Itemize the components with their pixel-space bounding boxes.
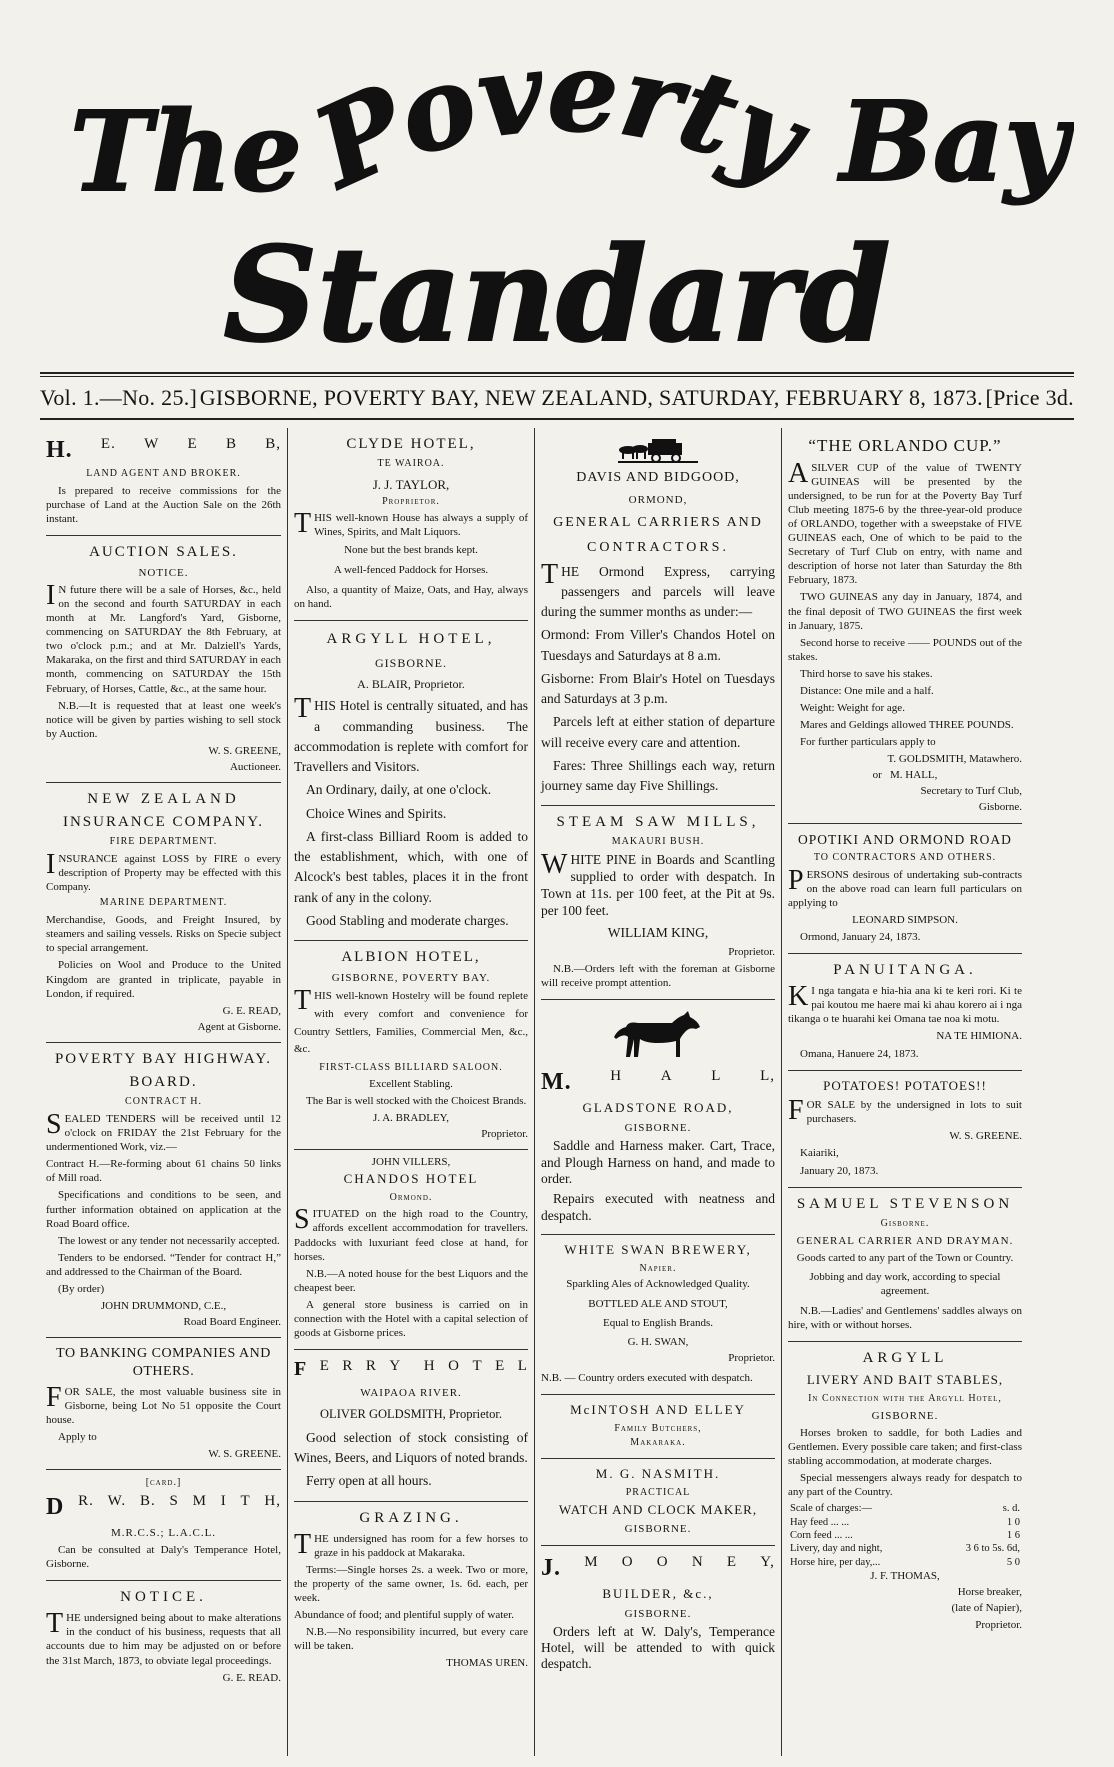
card-letter: R. — [78, 1493, 94, 1510]
ad-panuitanga — [788, 954, 1022, 1071]
rate-price: 3 6 to 5s. 6d, — [965, 1543, 1020, 1555]
volume-number: Vol. 1.—No. 25.] — [40, 385, 198, 410]
nasmith-title: M. G. NASMITH. — [595, 1466, 721, 1482]
argyll-owner: A. BLAIR, Proprietor. — [357, 677, 465, 692]
banking-body: FOR SALE, the most valuable business site in Gisborne, being Lot No 51 opposite the Court house. — [46, 1381, 281, 1427]
potatoes-title: POTATOES! POTATOES!! — [823, 1077, 987, 1093]
webb-name-line — [46, 435, 281, 466]
highway-contract-line: Contract H.—Re-forming about 61 chains 50 links of Mill road. — [46, 1158, 281, 1185]
clyde-place: TE WAIROA. — [377, 458, 445, 470]
davis-place: ORMOND, — [628, 494, 688, 506]
ad-opotiki-road — [788, 824, 1022, 954]
insurance-signer: G. E. READ, — [222, 1004, 281, 1017]
grazing-nb: N.B.—No responsibility incurred, but every care will be taken. — [294, 1626, 528, 1653]
ferry-owner: OLIVER GOLDSMITH, Proprietor. — [320, 1406, 502, 1421]
mooney-trade: BUILDER, &c., — [602, 1585, 714, 1601]
swan-ales: Sparkling Ales of Acknowledged Quality. — [566, 1278, 750, 1291]
clyde-title: CLYDE HOTEL, — [346, 436, 476, 452]
panuitanga-signer: NA TE HIMIONA. — [936, 1030, 1022, 1043]
auction-signer-role: Auctioneer. — [229, 760, 281, 773]
orlando-deposit: TWO GUINEAS any day in January, 1874, and the final deposit of TWO GUINEAS the first week in January, 1875. — [788, 591, 1022, 632]
hall-body: Saddle and Harness maker. Cart, Trace, and Plough Harness on hand, and made to order. — [541, 1137, 775, 1187]
marine-body: Merchandise, Goods, and Freight Insured, by steamers and sailing vessels. Risks on Specie subject to special arrangement. — [46, 914, 281, 955]
argyll-billiard: A first-class Billiard Room is added to the establishment, which, with one of Alcock's best tables, places it in the front rank of any in the colony. — [294, 828, 528, 905]
ad-chandos-hotel — [294, 1150, 528, 1350]
mcintosh-title: McINTOSH AND ELLEY — [570, 1401, 746, 1417]
hall-place: GISBORNE. — [624, 1121, 692, 1134]
mooney-letter: M — [584, 1554, 599, 1571]
card-degrees: M.R.C.S.; L.A.C.L. — [110, 1526, 217, 1539]
swan-place: Napier. — [639, 1262, 677, 1274]
davis-trade-1: GENERAL CARRIERS AND — [553, 514, 763, 530]
davis-parcels: Parcels left at either station of departure will receive every care and attention. — [541, 714, 775, 750]
davis-fares: Fares: Three Shillings each way, return journey same day Five Shillings. — [541, 757, 775, 793]
livery-signer: J. F. THOMAS, — [870, 1570, 940, 1583]
albion-stabling: Excellent Stabling. — [369, 1077, 453, 1090]
insurance-title-1: NEW ZEALAND — [87, 791, 240, 808]
ad-argyll-livery — [788, 1342, 1022, 1640]
mooney-place: GISBORNE. — [624, 1607, 692, 1620]
masthead-bay: Bay — [840, 77, 1069, 206]
rate-item: Livery, day and night, — [790, 1543, 883, 1555]
sawmills-signer-role: Proprietor. — [728, 945, 775, 958]
ad-card — [46, 1470, 281, 1581]
notice-body: THE undersigned being about to make alterations in the conduct of his business, requests that all accounts due to him may be adjusted on or before the 31st March, 1873, to obviate legal proceedings. — [46, 1608, 281, 1667]
stevenson-jobbing: Jobbing and day work, according to special agreement. — [809, 1270, 1001, 1297]
highway-signer-role: Road Board Engineer. — [183, 1316, 281, 1329]
chandos-place: Ormond. — [389, 1191, 433, 1203]
card-label: [card.] — [145, 1477, 182, 1489]
ferry-letter: O — [448, 1358, 460, 1375]
orlando-body: ASILVER CUP of the value of TWENTY GUINEAS will be presented by the undersigned, to be run for at the Poverty Bay Turf Club meeting 1875-6 by the three-year-old produce of ORLANDO, together with a sweepstake of FIVE GUINEAS each, One of which to be paid to the Secretary of Turf Club on entry, with name and description of horse not later than Saturday the 8th February, 1873. — [788, 457, 1022, 587]
ad-stevenson — [788, 1188, 1022, 1342]
marine-head: MARINE DEPARTMENT. — [99, 897, 228, 909]
albion-owner: J. A. BRADLEY, — [373, 1111, 449, 1124]
orlando-signer-2-place: Gisborne. — [978, 801, 1022, 814]
ad-white-swan — [541, 1235, 775, 1395]
highway-tenders: Tenders to be endorsed. “Tender for contract H,” and addressed to the Chairman of the Board. — [46, 1251, 281, 1278]
mooney-initial: J. — [541, 1555, 561, 1582]
swan-signer-role: Proprietor. — [728, 1351, 775, 1364]
mooney-letter: O — [656, 1554, 669, 1571]
ad-grazing — [294, 1502, 528, 1679]
albion-title: ALBION HOTEL, — [341, 949, 481, 966]
hall-initial: M. — [541, 1069, 572, 1096]
webb-body: Is prepared to receive commissions for the purchase of Land at the Auction Sale on the 26th instant. — [46, 484, 281, 525]
opotiki-title: OPOTIKI AND ORMOND ROAD — [798, 831, 1012, 847]
table-row — [788, 1502, 1022, 1515]
rates-head: Scale of charges:— — [790, 1503, 873, 1515]
sawmills-body: WHITE PINE in Boards and Scantling supplied to order with despatch. In Town at 11s. per 100 feet, at the Pit at 9s. per 100 feet. — [541, 849, 775, 918]
banking-apply: Apply to — [58, 1431, 97, 1444]
clyde-also: Also, a quantity of Maize, Oats, and Hay, always on hand. — [294, 583, 528, 610]
columns — [40, 428, 1074, 1756]
auction-body: IN future there will be a sale of Horses, &c., held on the second and fourth SATURDAY in each month at Mr. Langford's Yard, Gisborne, commencing on SATURDAY the 8th February, at two o'clock p.m.; and at Mr. Dalziell's Yards, Makaraka, on the first and third SATURDAY in each month, commencing on SATURDAY the 15th February, of Horses, Cattle, &c., at the same hour. — [46, 580, 281, 695]
highway-lowest: The lowest or any tender not necessarily accepted. — [58, 1234, 280, 1247]
livery-signer-role-2: (late of Napier), — [951, 1602, 1022, 1615]
ferry-letter: E — [319, 1358, 330, 1375]
card-letter: T — [240, 1493, 251, 1510]
auction-signer: W. S. GREENE, — [208, 744, 281, 757]
livery-place: GISBORNE. — [871, 1409, 939, 1422]
opotiki-signer: LEONARD SIMPSON. — [852, 913, 958, 926]
panuitanga-body: KI nga tangata e hia-hia ana ki te keri rori. Ki te pai koutou me haere mai ki ahau korero ai i nga tikanga o te huarahi kei Omana tae noa ki motu. — [788, 981, 1022, 1026]
orlando-signer-2-role: Secretary to Turf Club, — [920, 785, 1022, 798]
card-body: Can be consulted at Daly's Temperance Hotel, Gisborne. — [46, 1543, 281, 1570]
ferry-letter: F — [294, 1358, 308, 1381]
argyll-wines: Choice Wines and Spirits. — [306, 805, 447, 821]
grazing-terms: Terms:—Single horses 2s. a week. Two or more, the property of the same owner, 1s. 6d. each, per week. — [294, 1563, 528, 1604]
davis-ormond: Ormond: From Viller's Chandos Hotel on Tuesdays and Saturdays at 8 a.m. — [541, 627, 775, 663]
highway-specs: Specifications and conditions to be seen, and further information obtained on application at the Road Board office. — [46, 1189, 281, 1230]
policies-body: Policies on Wool and Produce to the United Kingdom are granted in triplicate, payable in London, if required. — [46, 959, 281, 1000]
chandos-owner: JOHN VILLERS, — [371, 1155, 451, 1168]
table-row — [788, 1542, 1022, 1555]
top-rule-thin — [40, 376, 1074, 377]
stevenson-place: Gisborne. — [880, 1217, 930, 1229]
webb-role: LAND AGENT AND BROKER. — [86, 467, 241, 479]
notice-title: NOTICE. — [120, 1589, 207, 1606]
rate-item: Hay feed ... ... — [790, 1516, 850, 1528]
swan-equal: Equal to English Brands. — [603, 1316, 713, 1329]
orlando-signer-2: M. HALL, — [890, 769, 938, 782]
clyde-owner: J. J. TAYLOR, — [372, 476, 450, 492]
ad-saw-mills — [541, 806, 775, 1000]
argyll-stabling: Good Stabling and moderate charges. — [306, 912, 509, 928]
hall-repairs: Repairs executed with neatness and despatch. — [541, 1191, 775, 1224]
orlando-mares: Mares and Geldings allowed THREE POUNDS. — [800, 719, 1014, 732]
auction-title: AUCTION SALES. — [89, 543, 238, 560]
place-date: GISBORNE, POVERTY BAY, NEW ZEALAND, SATURDAY, FEBRUARY 8, 1873. — [199, 385, 983, 410]
livery-signer-role-1: Horse breaker, — [957, 1586, 1022, 1599]
webb-initial: H. — [46, 437, 73, 463]
ferry-letter: R — [342, 1358, 354, 1375]
orlando-title: “THE ORLANDO CUP.” — [808, 436, 1002, 455]
insurance-signer-role: Agent at Gisborne. — [197, 1020, 281, 1033]
nasmith-trade: WATCH AND CLOCK MAKER, — [558, 1501, 758, 1517]
sawmills-title: STEAM SAW MILLS, — [556, 814, 760, 831]
livery-messengers: Special messengers always ready for despatch to any part of the Country. — [788, 1471, 1022, 1499]
opotiki-body: PERSONS desirous of undertaking sub-contracts on the above road can learn full particulars on applying to — [788, 864, 1022, 909]
column-2 — [287, 428, 534, 1756]
coach-icon — [618, 437, 698, 463]
ferry-letter: H — [423, 1358, 436, 1375]
ferry-letter: R — [365, 1358, 377, 1375]
stevenson-trade: GENERAL CARRIER AND DRAYMAN. — [796, 1234, 1014, 1247]
clyde-owner-role: Proprietor. — [382, 495, 440, 507]
card-letter: H, — [264, 1493, 281, 1510]
hall-letter: L — [711, 1068, 722, 1085]
grazing-body: THE undersigned has room for a few horses to graze in his paddock at Makaraka. — [294, 1528, 528, 1560]
orlando-second: Second horse to receive —— POUNDS out of the stakes. — [788, 636, 1022, 663]
chandos-nb: N.B.—A noted house for the best Liquors and the cheapest beer. — [294, 1267, 528, 1294]
highway-title-1: POVERTY BAY HIGHWAY. — [54, 1050, 273, 1067]
orlando-or: or — [872, 769, 882, 782]
ad-davis-bidgood — [541, 428, 775, 806]
card-letter: W. — [107, 1493, 127, 1510]
potatoes-place: Kaiariki, — [800, 1147, 839, 1160]
ad-insurance — [46, 783, 281, 1043]
table-row — [788, 1516, 1022, 1529]
ad-hall-saddler — [541, 1000, 775, 1235]
swan-title: WHITE SWAN BREWERY, — [564, 1242, 752, 1258]
davis-gisborne: Gisborne: From Blair's Hotel on Tuesdays and Saturdays at 3 p.m. — [541, 670, 775, 706]
nasmith-practical: PRACTICAL — [625, 1486, 691, 1498]
orlando-distance: Distance: One mile and a half. — [800, 684, 934, 697]
opotiki-date: Ormond, January 24, 1873. — [800, 930, 921, 943]
panuitanga-title: PANUITANGA. — [833, 962, 977, 978]
ferry-letter: Y — [389, 1358, 402, 1375]
ad-potatoes — [788, 1071, 1022, 1188]
fire-head: FIRE DEPARTMENT. — [109, 836, 218, 848]
ad-auction — [46, 536, 281, 783]
highway-signer: JOHN DRUMMOND, C.E., — [100, 1299, 227, 1312]
masthead-title — [40, 40, 1074, 360]
livery-connection: In Connection with the Argyll Hotel, — [808, 1392, 1002, 1404]
mooney-letter: Y, — [760, 1554, 775, 1571]
ferry-letter: E — [495, 1358, 506, 1375]
sawmills-place: MAKAURI BUSH. — [611, 836, 705, 848]
webb-letter: B, — [265, 436, 281, 452]
ad-mooney-builder — [541, 1546, 775, 1681]
ferry-place: WAIPAOA RIVER. — [360, 1386, 462, 1399]
card-name-line — [46, 1492, 281, 1523]
grazing-abundance: Abundance of food; and plentiful supply of water. — [294, 1609, 514, 1622]
orlando-weight: Weight: Weight for age. — [800, 702, 905, 714]
albion-place: GISBORNE, POVERTY BAY. — [331, 972, 491, 985]
coach-woodcut — [541, 437, 775, 463]
masthead-standard: Standard — [223, 218, 891, 360]
ferry-letter: L — [517, 1358, 528, 1375]
horse-woodcut — [541, 1009, 775, 1063]
dateline-rule — [40, 418, 1074, 420]
potatoes-signer: W. S. GREENE. — [949, 1130, 1022, 1143]
ferry-letter: T — [472, 1358, 483, 1375]
orlando-apply: For further particulars apply to — [800, 736, 936, 749]
ad-webb — [46, 428, 281, 536]
nasmith-place: GISBORNE. — [624, 1523, 692, 1536]
argyll-ordinary: An Ordinary, daily, at one o'clock. — [306, 782, 492, 798]
davis-title: DAVIS AND BIDGOOD, — [576, 470, 740, 485]
rate-price: 1 0 — [1006, 1516, 1020, 1528]
notice-signer: G. E. READ. — [222, 1671, 281, 1684]
orlando-or-line — [788, 768, 1022, 782]
table-row — [788, 1529, 1022, 1542]
ad-mcintosh-elley — [541, 1395, 775, 1459]
swan-nb: N.B. — Country orders executed with despatch. — [541, 1371, 753, 1384]
mooney-letter: N — [691, 1554, 704, 1571]
card-letter: B. — [139, 1493, 156, 1510]
sawmills-signer: WILLIAM KING, — [607, 924, 709, 940]
stevenson-title: SAMUEL STEVENSON — [796, 1195, 1014, 1212]
table-row — [788, 1556, 1022, 1569]
masthead-poverty: Poverty — [296, 40, 821, 213]
ferry-title-line — [294, 1357, 528, 1383]
rate-price: 5 0 — [1006, 1556, 1020, 1568]
insurance-title-2: INSURANCE COMPANY. — [62, 814, 265, 831]
price: [Price 3d. — [985, 385, 1074, 410]
clyde-paddock: A well-fenced Paddock for Horses. — [333, 563, 489, 576]
chandos-body: SITUATED on the high road to the Country, affords excellent accommodation for travellers. Paddocks with luxuriant feed close at hand, for horses. — [294, 1204, 528, 1263]
ad-nasmith — [541, 1459, 775, 1546]
card-letter: I — [220, 1493, 227, 1510]
hall-name-line — [541, 1067, 775, 1098]
opotiki-sub: TO CONTRACTORS AND OTHERS. — [813, 851, 997, 863]
potatoes-date: January 20, 1873. — [800, 1164, 879, 1177]
swan-bottled: BOTTLED ALE AND STOUT, — [588, 1297, 728, 1310]
ad-clyde-hotel — [294, 428, 528, 621]
highway-order: (By order) — [58, 1282, 105, 1295]
ad-highway — [46, 1043, 281, 1338]
webb-letter: E — [187, 436, 198, 452]
rates-units: s. d. — [1002, 1503, 1020, 1515]
mooney-body: Orders left at W. Daly's, Temperance Hotel, will be attended to with quick despatch. — [541, 1623, 775, 1672]
masthead — [40, 40, 1074, 360]
hall-letter: H — [610, 1068, 623, 1085]
hall-letter: A — [660, 1068, 673, 1085]
ad-argyll-hotel — [294, 621, 528, 941]
masthead-the: The — [70, 87, 302, 216]
fire-body: INSURANCE against LOSS by FIRE o every description of Property may be effected with this Company. — [46, 849, 281, 894]
swan-signer: G. H. SWAN, — [627, 1335, 689, 1348]
sawmills-nb: N.B.—Orders left with the foreman at Gisborne will receive prompt attention. — [541, 963, 775, 990]
argyll-title: ARGYLL HOTEL, — [326, 630, 496, 647]
argyll-body: THIS Hotel is centrally situated, and has a commanding business. The accommodation is replete with comfort for Travellers and Visitors. — [294, 693, 528, 775]
card-letter: S — [169, 1493, 179, 1510]
webb-letter: E. — [100, 436, 116, 452]
top-rule — [40, 372, 1074, 374]
banking-title: TO BANKING COMPANIES AND OTHERS. — [56, 1346, 271, 1380]
livery-rates-table — [788, 1502, 1022, 1569]
ad-orlando-cup — [788, 428, 1022, 824]
livery-signer-role-3: Proprietor. — [975, 1618, 1022, 1631]
highway-contract: CONTRACT H. — [125, 1096, 202, 1108]
highway-body: SEALED TENDERS will be received until 12 o'clock on FRIDAY the 21st February for the undermentioned Work, viz.— — [46, 1109, 281, 1154]
hall-letter: L, — [760, 1068, 775, 1085]
stevenson-nb: N.B.—Ladies' and Gentlemens' saddles always on hire, with or without horses. — [788, 1304, 1022, 1331]
stevenson-body: Goods carted to any part of the Town or Country. — [796, 1251, 1014, 1264]
auction-nb: N.B.—It is requested that at least one week's notice will be given by parties wishing to sell stock by Auction. — [46, 699, 281, 740]
card-letter: M — [192, 1493, 207, 1510]
hall-address: GLADSTONE ROAD, — [582, 1099, 734, 1115]
highway-title-2: BOARD. — [129, 1074, 198, 1091]
davis-body: THE Ormond Express, carrying passengers and parcels will leave during the summer months as under:— — [541, 558, 775, 619]
ad-notice-read — [46, 1581, 281, 1693]
banking-signer: W. S. GREENE. — [208, 1448, 281, 1461]
ferry-body: Good selection of stock consisting of Wines, Beers, and Liquors of noted brands. — [294, 1429, 528, 1465]
panuitanga-date: Omana, Hanuere 24, 1873. — [800, 1047, 919, 1060]
grazing-signer: THOMAS UREN. — [446, 1657, 528, 1670]
clyde-body: THIS well-known House has always a supply of Wines, Spirits, and Malt Liquors. — [294, 508, 528, 540]
dateline — [40, 381, 1074, 415]
horse-icon — [608, 1009, 708, 1063]
orlando-signer-1: T. GOLDSMITH, Matawhero. — [887, 753, 1022, 766]
rate-item: Horse hire, per day,... — [790, 1556, 881, 1568]
albion-body: THIS well-known Hostelry will be found replete with every comfort and convenience for Country Settlers, Families, Commercial Men, &c., &c. — [294, 985, 528, 1056]
chandos-store: A general store business is carried on in connection with the Hotel with a capital selection of goods at Gisborne prices. — [294, 1298, 528, 1339]
mooney-letter: O — [621, 1554, 634, 1571]
livery-title-1: ARGYLL — [862, 1350, 948, 1367]
auction-notice: NOTICE. — [138, 566, 189, 579]
albion-bar: The Bar is well stocked with the Choicest Brands. — [306, 1094, 527, 1107]
ad-albion-hotel — [294, 941, 528, 1150]
ferry-hours: Ferry open at all hours. — [306, 1473, 432, 1489]
clyde-brands: None but the best brands kept. — [344, 543, 478, 556]
column-3 — [534, 428, 781, 1756]
mcintosh-place: Makaraka. — [630, 1437, 686, 1449]
rate-item: Corn feed ... ... — [790, 1530, 853, 1541]
ad-banking — [46, 1338, 281, 1470]
ad-ferry-hotel — [294, 1350, 528, 1501]
grazing-title: GRAZING. — [359, 1509, 463, 1526]
albion-saloon: FIRST-CLASS BILLIARD SALOON. — [319, 1061, 503, 1073]
mcintosh-trade: Family Butchers, — [614, 1422, 702, 1434]
column-4 — [781, 428, 1028, 1756]
column-1 — [40, 428, 287, 1756]
orlando-third: Third horse to save his stakes. — [800, 667, 933, 680]
livery-title-2: LIVERY AND BAIT STABLES, — [806, 1372, 1004, 1388]
davis-trade-2: CONTRACTORS. — [587, 539, 729, 555]
livery-body: Horses broken to saddle, for both Ladies and Gentlemen. Every possible care taken; and first-class stabling accommodation, at moderate charges. — [788, 1426, 1022, 1467]
rate-price: 1 6 — [1006, 1530, 1020, 1541]
argyll-place: GISBORNE. — [374, 656, 447, 671]
mooney-name-line — [541, 1553, 775, 1584]
webb-letter: W — [144, 436, 160, 452]
mooney-letter: E — [726, 1554, 738, 1571]
card-initial: D — [46, 1494, 65, 1521]
chandos-title: CHANDOS HOTEL — [343, 1170, 479, 1186]
albion-owner-role: Proprietor. — [481, 1127, 528, 1140]
webb-letter: B — [225, 436, 237, 452]
potatoes-body: FOR SALE by the undersigned in lots to suit purchasers. — [788, 1095, 1022, 1127]
